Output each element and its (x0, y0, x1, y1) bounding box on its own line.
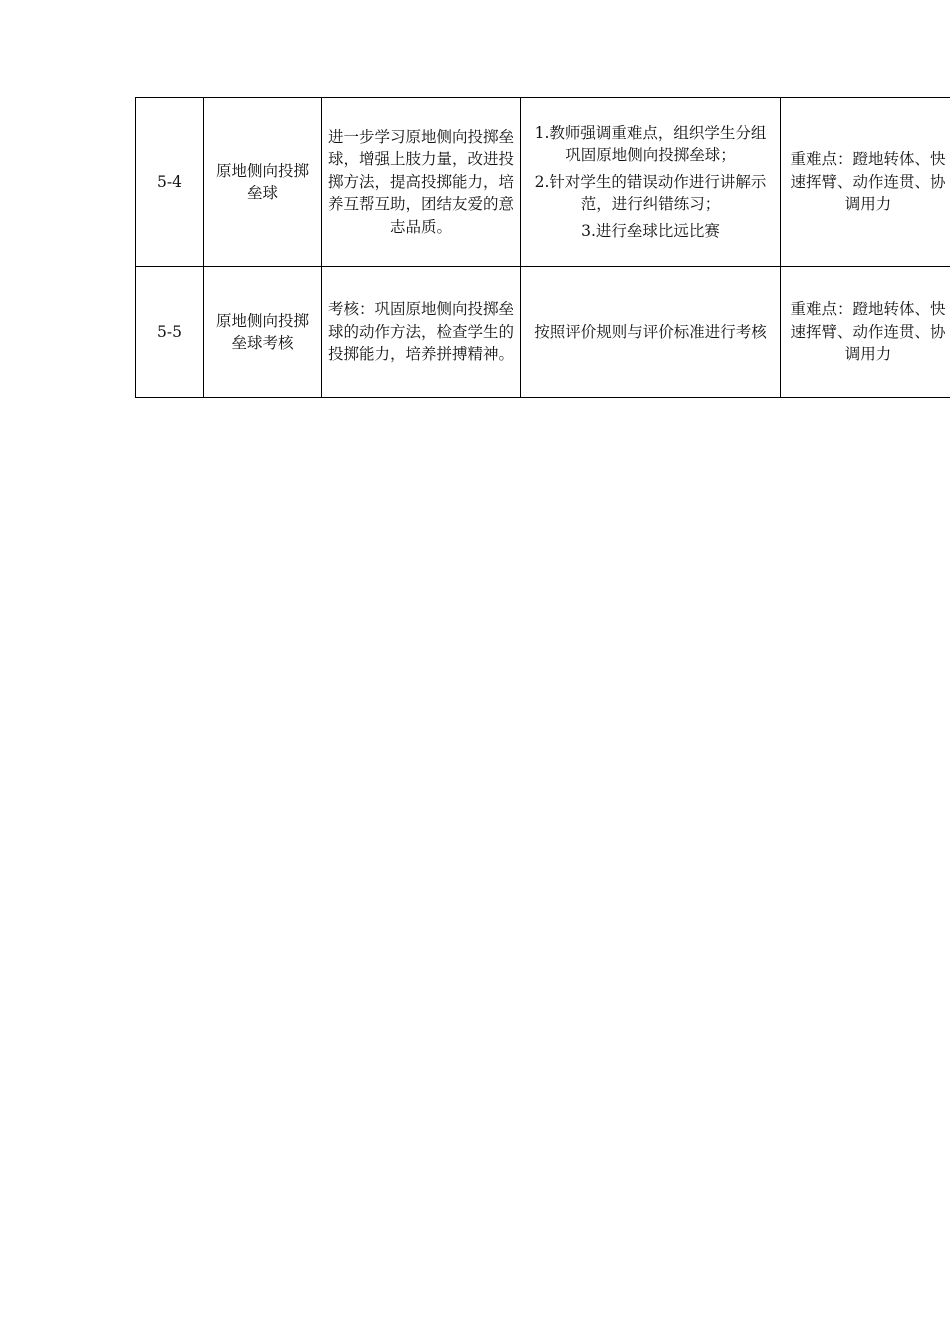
teaching-method-cell: 按照评价规则与评价标准进行考核 (521, 267, 781, 398)
teaching-method-cell (521, 98, 781, 267)
lesson-plan-table (135, 97, 950, 398)
method-step: 1.教师强调重难点，组织学生分组巩固原地侧向投掷垒球； (534, 123, 767, 165)
method-step: 2.针对学生的错误动作进行讲解示范，进行纠错练习； (534, 172, 767, 214)
table-row (136, 267, 950, 398)
table-row (136, 98, 950, 267)
lesson-title-cell: 原地侧向投掷垒球考核 (204, 267, 322, 398)
lesson-objective-cell: 考核：巩固原地侧向投掷垒球的动作方法，检查学生的投掷能力，培养拼搏精神。 (322, 267, 521, 398)
lesson-number-cell: 5-5 (136, 267, 204, 398)
lesson-number-cell: 5-4 (136, 98, 204, 267)
key-points-cell: 重难点：蹬地转体、快速挥臂、动作连贯、协调用力 (781, 98, 950, 267)
lesson-title-cell: 原地侧向投掷垒球 (204, 98, 322, 267)
lesson-objective-cell: 进一步学习原地侧向投掷垒球，增强上肢力量，改进投掷方法，提高投掷能力，培养互帮互助，团结友爱的意志品质。 (322, 98, 521, 267)
key-points-cell: 重难点：蹬地转体、快速挥臂、动作连贯、协调用力 (781, 267, 950, 398)
method-step: 3.进行垒球比远比赛 (581, 221, 720, 240)
